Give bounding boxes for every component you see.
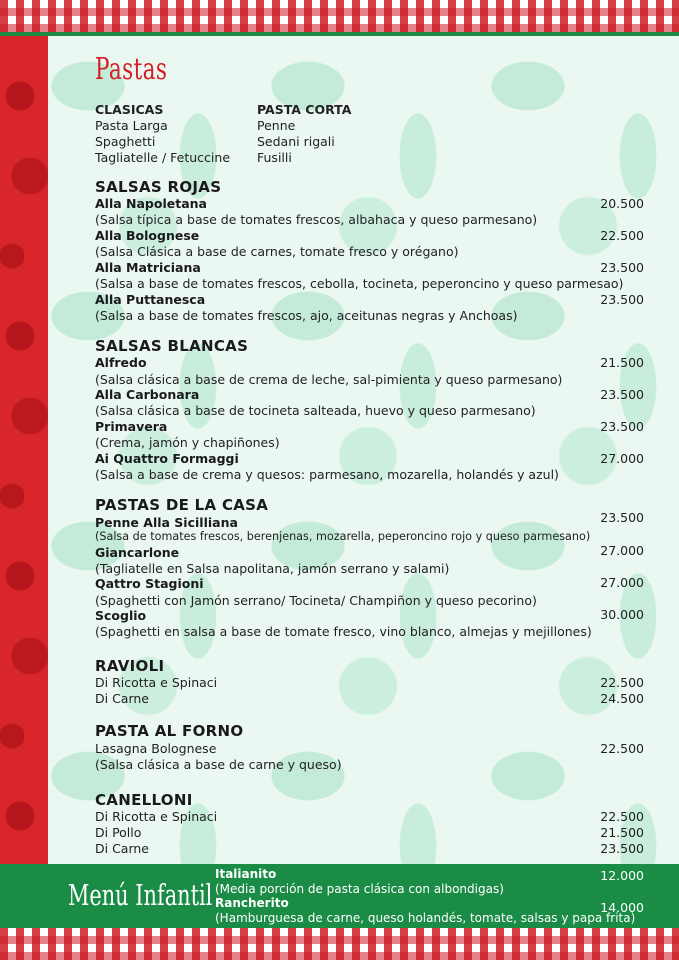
pasta-type-heading-corta: PASTA CORTA: [257, 102, 352, 117]
pasta-type-item: Sedani rigali: [257, 134, 335, 149]
menu-item-name: Primavera: [95, 419, 168, 434]
menu-item-price: 23.500: [600, 260, 644, 275]
menu-item-name: Qattro Stagioni: [95, 576, 204, 591]
menu-item-name: Alfredo: [95, 355, 147, 370]
menu-item-name: Alla Carbonara: [95, 387, 200, 402]
menu-item-description: (Salsa clásica a base de carne y queso): [95, 757, 342, 772]
section-title: PASTAS DE LA CASA: [95, 496, 269, 514]
menu-item-description: (Salsa a base de tomates frescos, cebolla, tocineta, peperoncino y queso parmesao): [95, 276, 624, 291]
section-title: SALSAS ROJAS: [95, 178, 222, 196]
kids-menu-item-price: 12.000: [600, 868, 644, 883]
menu-item-description: (Spaghetti en salsa a base de tomate fresco, vino blanco, almejas y mejillones): [95, 624, 592, 639]
menu-item-description: (Salsa clásica a base de crema de leche, sal-pimienta y queso parmesano): [95, 372, 563, 387]
menu-item-name: Di Pollo: [95, 825, 142, 840]
menu-item-name: Lasagna Bolognese: [95, 741, 217, 756]
pasta-type-item: Fusilli: [257, 150, 292, 165]
kids-menu-item-name: Italianito: [215, 867, 277, 881]
menu-item-name: Alla Bolognese: [95, 228, 200, 243]
checkered-border-top: [0, 0, 679, 32]
menu-item-name: Giancarlone: [95, 545, 180, 560]
menu-item-price: 23.500: [600, 419, 644, 434]
menu-item-name: Alla Puttanesca: [95, 292, 206, 307]
menu-item-description: (Salsa de tomates frescos, berenjenas, mozarella, peperoncino rojo y queso parmesano): [95, 530, 591, 543]
menu-item-price: 21.500: [600, 825, 644, 840]
menu-item-description: (Crema, jamón y chapiñones): [95, 435, 280, 450]
menu-item-description: (Salsa a base de crema y quesos: parmesano, mozarella, holandés y azul): [95, 467, 559, 482]
pasta-type-item: Pasta Larga: [95, 118, 168, 133]
menu-item-description: (Tagliatelle en Salsa napolitana, jamón serrano y salami): [95, 561, 450, 576]
menu-item-price: 23.500: [600, 387, 644, 402]
kids-menu-item-price: 14.000: [600, 900, 644, 915]
menu-item-description: (Salsa a base de tomates frescos, ajo, aceitunas negras y Anchoas): [95, 308, 518, 323]
menu-item-price: 22.500: [600, 809, 644, 824]
menu-item-name: Di Carne: [95, 691, 149, 706]
section-title: CANELLONI: [95, 791, 193, 809]
menu-item-price: 27.000: [600, 543, 644, 558]
menu-item-name: Di Ricotta e Spinaci: [95, 809, 218, 824]
menu-item-price: 20.500: [600, 196, 644, 211]
menu-item-price: 27.000: [600, 575, 644, 590]
menu-item-name: Di Carne: [95, 841, 149, 856]
pasta-type-item: Tagliatelle / Fetuccine: [95, 150, 231, 165]
section-title: RAVIOLI: [95, 657, 165, 675]
pasta-type-item: Spaghetti: [95, 134, 156, 149]
menu-item-name: Di Ricotta e Spinaci: [95, 675, 218, 690]
red-damask-band: [0, 36, 48, 864]
menu-item-price: 22.500: [600, 228, 644, 243]
page-title: Pastas: [95, 52, 168, 87]
menu-item-price: 21.500: [600, 355, 644, 370]
menu-item-price: 23.500: [600, 841, 644, 856]
menu-item-price: 22.500: [600, 675, 644, 690]
checkered-border-bottom: [0, 928, 679, 960]
pasta-type-heading-clasicas: CLASICAS: [95, 102, 164, 117]
menu-item-description: (Salsa clásica a base de tocineta salteada, huevo y queso parmesano): [95, 403, 536, 418]
kids-menu-item-name: Rancherito: [215, 896, 289, 910]
kids-menu-item-description: (Hamburguesa de carne, queso holandés, tomate, salsas y papa frita): [215, 911, 636, 925]
menu-item-description: (Salsa Clásica a base de carnes, tomate fresco y orégano): [95, 244, 459, 259]
menu-item-price: 24.500: [600, 691, 644, 706]
kids-menu-title: Menú Infantil: [68, 878, 213, 912]
menu-item-price: 23.500: [600, 510, 644, 525]
menu-item-name: Scoglio: [95, 608, 147, 623]
menu-item-price: 22.500: [600, 741, 644, 756]
menu-item-description: (Spaghetti con Jamón serrano/ Tocineta/ Champiñon y queso pecorino): [95, 593, 537, 608]
pasta-type-item: Penne: [257, 118, 296, 133]
menu-item-price: 30.000: [600, 607, 644, 622]
menu-item-name: Penne Alla Sicilliana: [95, 515, 238, 530]
menu-item-description: (Salsa típica a base de tomates frescos, albahaca y queso parmesano): [95, 212, 538, 227]
menu-item-price: 23.500: [600, 292, 644, 307]
section-title: PASTA AL FORNO: [95, 722, 244, 740]
menu-item-name: Alla Matriciana: [95, 260, 201, 275]
menu-item-name: Ai Quattro Formaggi: [95, 451, 239, 466]
menu-item-name: Alla Napoletana: [95, 196, 207, 211]
kids-menu-item-description: (Media porción de pasta clásica con albondigas): [215, 882, 504, 896]
menu-item-price: 27.000: [600, 451, 644, 466]
section-title: SALSAS BLANCAS: [95, 337, 249, 355]
